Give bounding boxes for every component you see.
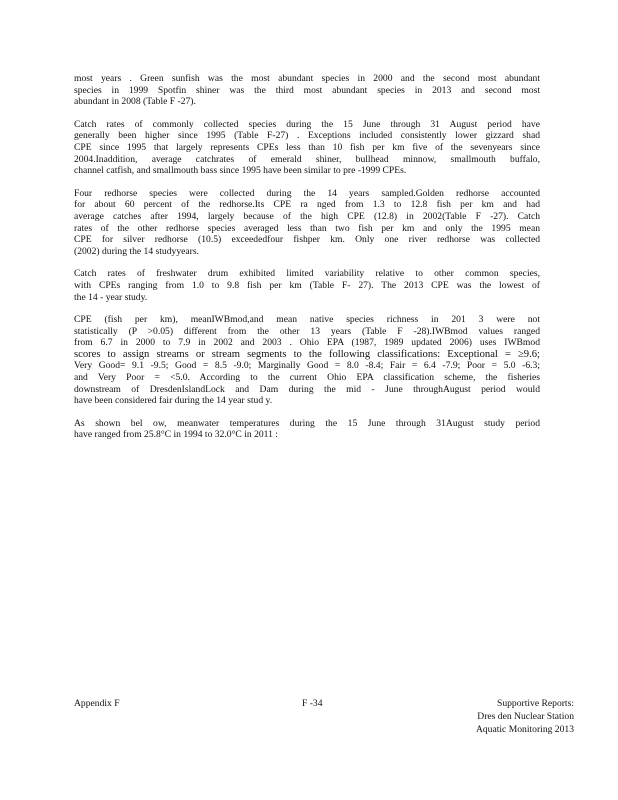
text-line: CPE for silver redhorse (10.5) exceededfour fishper km. Only one river redhorse was collected bbox=[74, 234, 540, 246]
paragraph bbox=[74, 314, 540, 407]
text-line: scores to assign streams or stream segments to the following classifications: Exceptional = ≥9.6; bbox=[74, 348, 540, 360]
text-line: Four redhorse species were collected during the 14 years sampled.Golden redhorse accounted bbox=[74, 187, 540, 199]
paragraph bbox=[74, 119, 540, 177]
text-line: the 14 - year study. bbox=[74, 291, 148, 303]
text-line: most years . Green sunfish was the most abundant species in 2000 and the second most abundant bbox=[74, 73, 540, 84]
page-number: F -34 bbox=[302, 698, 323, 709]
text-line: species in 1999 Spotfin shiner was the third most abundant species in 2013 and second most bbox=[74, 84, 540, 96]
text-line: abundant in 2008 (Table F -27). bbox=[74, 96, 196, 108]
footer-report-title bbox=[476, 697, 574, 736]
text-line: average catches after 1994, largely because of the high CPE (12.8) in 2002(Table F -27). Catch bbox=[74, 210, 540, 222]
footer-report-line: Aquatic Monitoring 2013 bbox=[475, 724, 574, 735]
paragraph bbox=[74, 268, 540, 303]
text-line: CPE (fish per km), meanIWBmod,and mean native species richness in 201 3 were not bbox=[74, 314, 540, 326]
text-line: have ranged from 25.8°C in 1994 to 32.0°C in 2011 : bbox=[74, 429, 278, 441]
text-line: Catch rates of freshwater drum exhibited limited variability relative to other common species, bbox=[74, 268, 540, 280]
text-line: Very Good= 9.1 -9.5; Good = 8.5 -9.0; Marginally Good = 8.0 -8.4; Fair = 6.4 -7.9; Poor = 5.0 -6.3; bbox=[74, 360, 540, 372]
text-line: with CPEs ranging from 1.0 to 9.8 fish per km (Table F- 27). The 2013 CPE was the lowest of bbox=[74, 279, 540, 291]
footer-report-line: Dres den Nuclear Station bbox=[477, 711, 574, 722]
text-line: 2004.Inaddition, average catchrates of emerald shiner, bullhead minnow, smallmouth buffalo, bbox=[74, 153, 540, 165]
text-line: have been considered fair during the 14 year stud y. bbox=[74, 395, 273, 407]
text-line: and Very Poor = <5.0. According to the current Ohio EPA classification scheme, the fisheries bbox=[74, 372, 540, 384]
paragraph bbox=[74, 73, 540, 108]
text-line: from 6.7 in 2000 to 7.9 in 2002 and 2003 . Ohio EPA (1987, 1989 updated 2006) uses IWBmod bbox=[74, 337, 540, 349]
text-line: (2002) during the 14 studyyears. bbox=[74, 245, 199, 257]
body-text bbox=[74, 73, 540, 452]
text-line: statistically (P >0.05) different from the other 13 years (Table F -28).IWBmod values ranged bbox=[74, 325, 540, 337]
text-line: channel catfish, and smallmouth bass since 1995 have been similar to pre -1999 CPEs. bbox=[74, 165, 407, 177]
footer-report-line: Supportive Reports: bbox=[496, 698, 574, 709]
footer-appendix-label: Appendix F bbox=[74, 698, 120, 709]
text-line: rates of the other redhorse species averaged less than two fish per km and only the 1995 mean bbox=[74, 222, 540, 234]
text-line: generally been higher since 1995 (Table F-27) . Exceptions included consistently lower gizzard shad bbox=[74, 130, 540, 142]
paragraph bbox=[74, 418, 540, 441]
text-line: CPE since 1995 that largely represents CPEs less than 10 fish per km five of the sevenyears since bbox=[74, 141, 540, 153]
text-line: for about 60 percent of the redhorse.Its CPE ra nged from 1.3 to 12.8 fish per km and had bbox=[74, 199, 540, 211]
text-line: Catch rates of commonly collected species during the 15 June through 31 August period have bbox=[74, 118, 540, 130]
text-line: downstream of DresdenIslandLock and Dam during the mid - June throughAugust period would bbox=[74, 383, 540, 395]
text-line: As shown bel ow, meanwater temperatures during the 15 June through 31August study period bbox=[74, 417, 540, 429]
paragraph bbox=[74, 188, 540, 258]
